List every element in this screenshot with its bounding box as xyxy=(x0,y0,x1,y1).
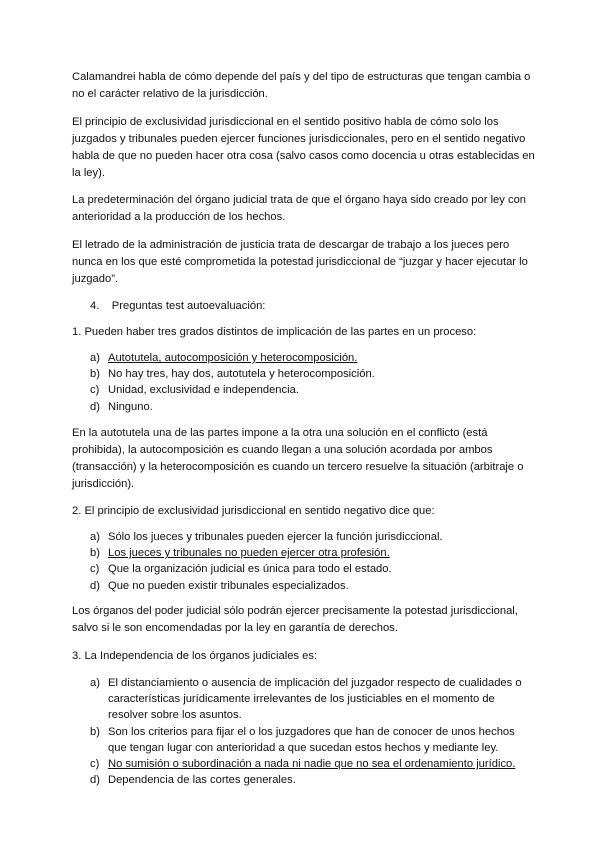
option-text: Que la organización judicial es única para todo el estado. xyxy=(108,563,392,576)
option-letter: c) xyxy=(90,758,100,771)
option-text: Dependencia de las cortes generales. xyxy=(108,774,296,787)
option-letter: a) xyxy=(90,352,100,364)
paragraph-2 xyxy=(72,114,542,182)
option-letter: c) xyxy=(90,563,100,576)
question-2-options xyxy=(90,529,530,594)
paragraph-text: La predeterminación del órgano judicial trata de que el órgano haya sido creado por ley con anterioridad a la producción de los hechos. xyxy=(72,194,527,223)
option-text-correct: Los jueces y tribunales no pueden ejercer otra profesión. xyxy=(108,547,390,560)
option-letter: a) xyxy=(90,677,100,689)
option-letter: c) xyxy=(90,384,100,397)
option-b xyxy=(90,545,530,561)
question-1-options xyxy=(90,350,530,415)
question-2 xyxy=(72,503,542,520)
option-text: Son los criterios para fijar el o los juzgadores que han de conocer de unos hechos que tengan lugar con anterioridad a que sucedan estos hechos y mediante ley. xyxy=(108,725,515,754)
paragraph-text: El principio de exclusividad jurisdiccional en el sentido positivo habla de cómo solo los juzgados y tribunales pueden ejercer funciones jurisdiccionales, pero en el sentido negativo habla de que no pueden hacer otra cosa (salvo casos como docencia u otras establecidas en la ley). xyxy=(72,116,535,179)
option-text: Unidad, exclusividad e independencia. xyxy=(108,384,299,397)
option-c xyxy=(90,382,530,398)
explanation-text: En la autotutela una de las partes impone a la otra una solución en el conflicto (está prohibida), la autocomposición es cuando llegan a una solución acordada por ambos (transacción) y la heterocomposición es cuando un tercero resuelve la situación (arbitraje o jurisdicción). xyxy=(72,427,524,490)
paragraph-text: El letrado de la administración de justicia trata de descargar de trabajo a los jueces pero nunca en los que esté comprometida la potestad jurisdiccional de “juzgar y hacer ejecutar lo juzgado”. xyxy=(72,239,528,285)
explanation-text: Los órganos del poder judicial sólo podrán ejercer precisamente la potestad jurisdiccional, salvo si le son encomendadas por la ley en garantía de derechos. xyxy=(72,605,518,634)
option-c xyxy=(90,756,530,772)
option-text: Que no pueden existir tribunales especializados. xyxy=(108,579,349,592)
option-d xyxy=(90,399,530,415)
option-text-correct: No sumisión o subordinación a nada ni nadie que no sea el ordenamiento jurídico. xyxy=(108,758,516,771)
question-1 xyxy=(72,324,542,341)
paragraph-3 xyxy=(72,192,542,226)
paragraph-4 xyxy=(72,237,542,288)
question-text: 1. Pueden haber tres grados distintos de implicación de las partes en un proceso: xyxy=(72,326,477,338)
paragraph-1 xyxy=(72,69,542,103)
option-b xyxy=(90,724,530,756)
option-letter: b) xyxy=(90,547,100,560)
option-text: No hay tres, hay dos, autotutela y heterocomposición. xyxy=(108,368,375,381)
question-text: 3. La Independencia de los órganos judiciales es: xyxy=(72,650,318,662)
option-letter: b) xyxy=(90,725,100,738)
option-text: Ninguno. xyxy=(108,400,153,413)
option-d xyxy=(90,578,530,594)
section-heading xyxy=(90,298,265,315)
option-letter: d) xyxy=(90,579,100,592)
explanation-2 xyxy=(72,603,542,637)
option-text: Sólo los jueces y tribunales pueden ejercer la función jurisdiccional. xyxy=(108,531,443,543)
option-a xyxy=(90,675,530,724)
question-text: 2. El principio de exclusividad jurisdiccional en sentido negativo dice que: xyxy=(72,505,435,517)
option-a xyxy=(90,350,530,366)
explanation-1 xyxy=(72,425,542,493)
option-d xyxy=(90,772,530,788)
option-a xyxy=(90,529,530,545)
option-c xyxy=(90,561,530,577)
option-letter: a) xyxy=(90,531,100,543)
option-text-correct: Autotutela, autocomposición y heterocomposición. xyxy=(108,352,358,364)
section-title: Preguntas test autoevaluación: xyxy=(111,300,266,312)
option-text: El distanciamiento o ausencia de implicación del juzgador respecto de cualidades o características jurídicamente irrelevantes de los justiciables en el momento de resolver sobre los asuntos. xyxy=(108,677,522,722)
question-3-options xyxy=(90,675,530,788)
question-3 xyxy=(72,648,542,665)
option-b xyxy=(90,366,530,382)
option-letter: b) xyxy=(90,368,100,381)
section-number: 4. xyxy=(90,300,100,312)
paragraph-text: Calamandrei habla de cómo depende del país y del tipo de estructuras que tengan cambia o no el carácter relativo de la jurisdicción. xyxy=(72,71,531,100)
option-letter: d) xyxy=(90,774,100,787)
option-letter: d) xyxy=(90,400,100,413)
